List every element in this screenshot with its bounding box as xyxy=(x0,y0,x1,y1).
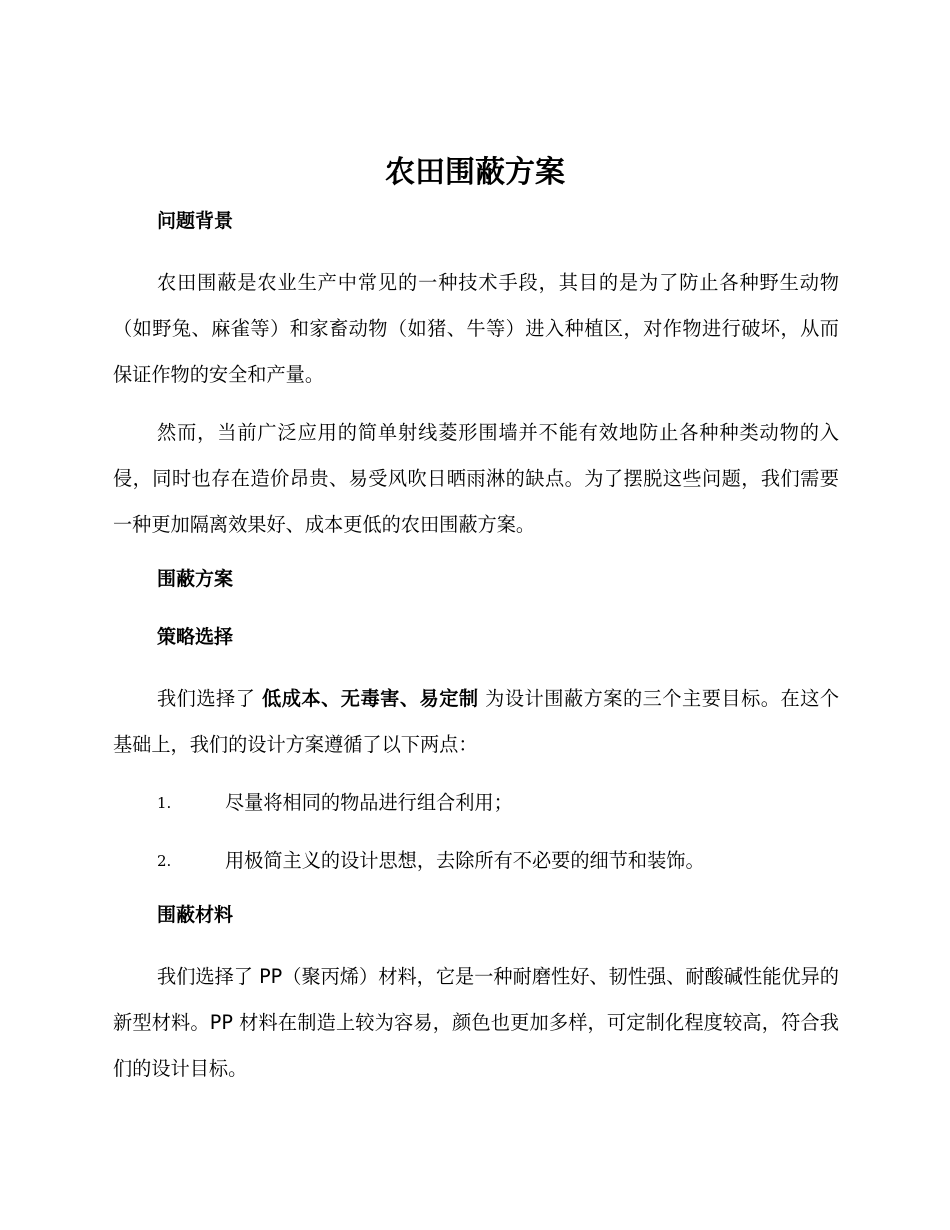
list-item-number: 1. xyxy=(157,794,172,812)
strategy-goals-bold: 低成本、无毒害、易定制 xyxy=(262,687,479,710)
list-item-text: 用极简主义的设计思想，去除所有不必要的细节和装饰。 xyxy=(225,849,705,872)
section-heading-plan: 围蔽方案 xyxy=(157,568,234,590)
document-title: 农田围蔽方案 xyxy=(385,155,565,190)
strategy-paragraph-prefix: 我们选择了 xyxy=(157,687,263,710)
list-item xyxy=(113,838,839,884)
strategy-paragraph xyxy=(113,676,839,768)
background-paragraph-1: 农田围蔽是农业生产中常见的一种技术手段，其目的是为了防止各种野生动物（如野兔、麻雀等）和家畜动物（如猪、牛等）进入种植区，对作物进行破坏，从而保证作物的安全和产量。 xyxy=(113,271,839,386)
section-heading-strategy: 策略选择 xyxy=(157,626,234,648)
document-body xyxy=(113,202,839,1104)
section-heading-material: 围蔽材料 xyxy=(157,904,234,926)
list-item xyxy=(113,780,839,826)
strategy-paragraph-suffix: 为设计围蔽方案的三个主要目标。在这个基础上，我们的设计方案遵循了以下两点： xyxy=(113,687,840,756)
background-paragraph-2: 然而，当前广泛应用的简单射线菱形围墙并不能有效地防止各种种类动物的入侵，同时也存在造价昂贵、易受风吹日晒雨淋的缺点。为了摆脱这些问题，我们需要一种更加隔离效果好、成本更低的农田围蔽方案。 xyxy=(113,421,839,536)
section-heading-background: 问题背景 xyxy=(157,210,234,232)
list-item-number: 2. xyxy=(157,852,172,870)
material-paragraph-1: 我们选择了 PP（聚丙烯）材料，它是一种耐磨性好、韧性强、耐酸碱性能优异的新型材料。PP 材料在制造上较为容易，颜色也更加多样，可定制化程度较高，符合我们的设计目标。 xyxy=(113,965,839,1080)
list-item-text: 尽量将相同的物品进行组合利用； xyxy=(225,791,513,814)
